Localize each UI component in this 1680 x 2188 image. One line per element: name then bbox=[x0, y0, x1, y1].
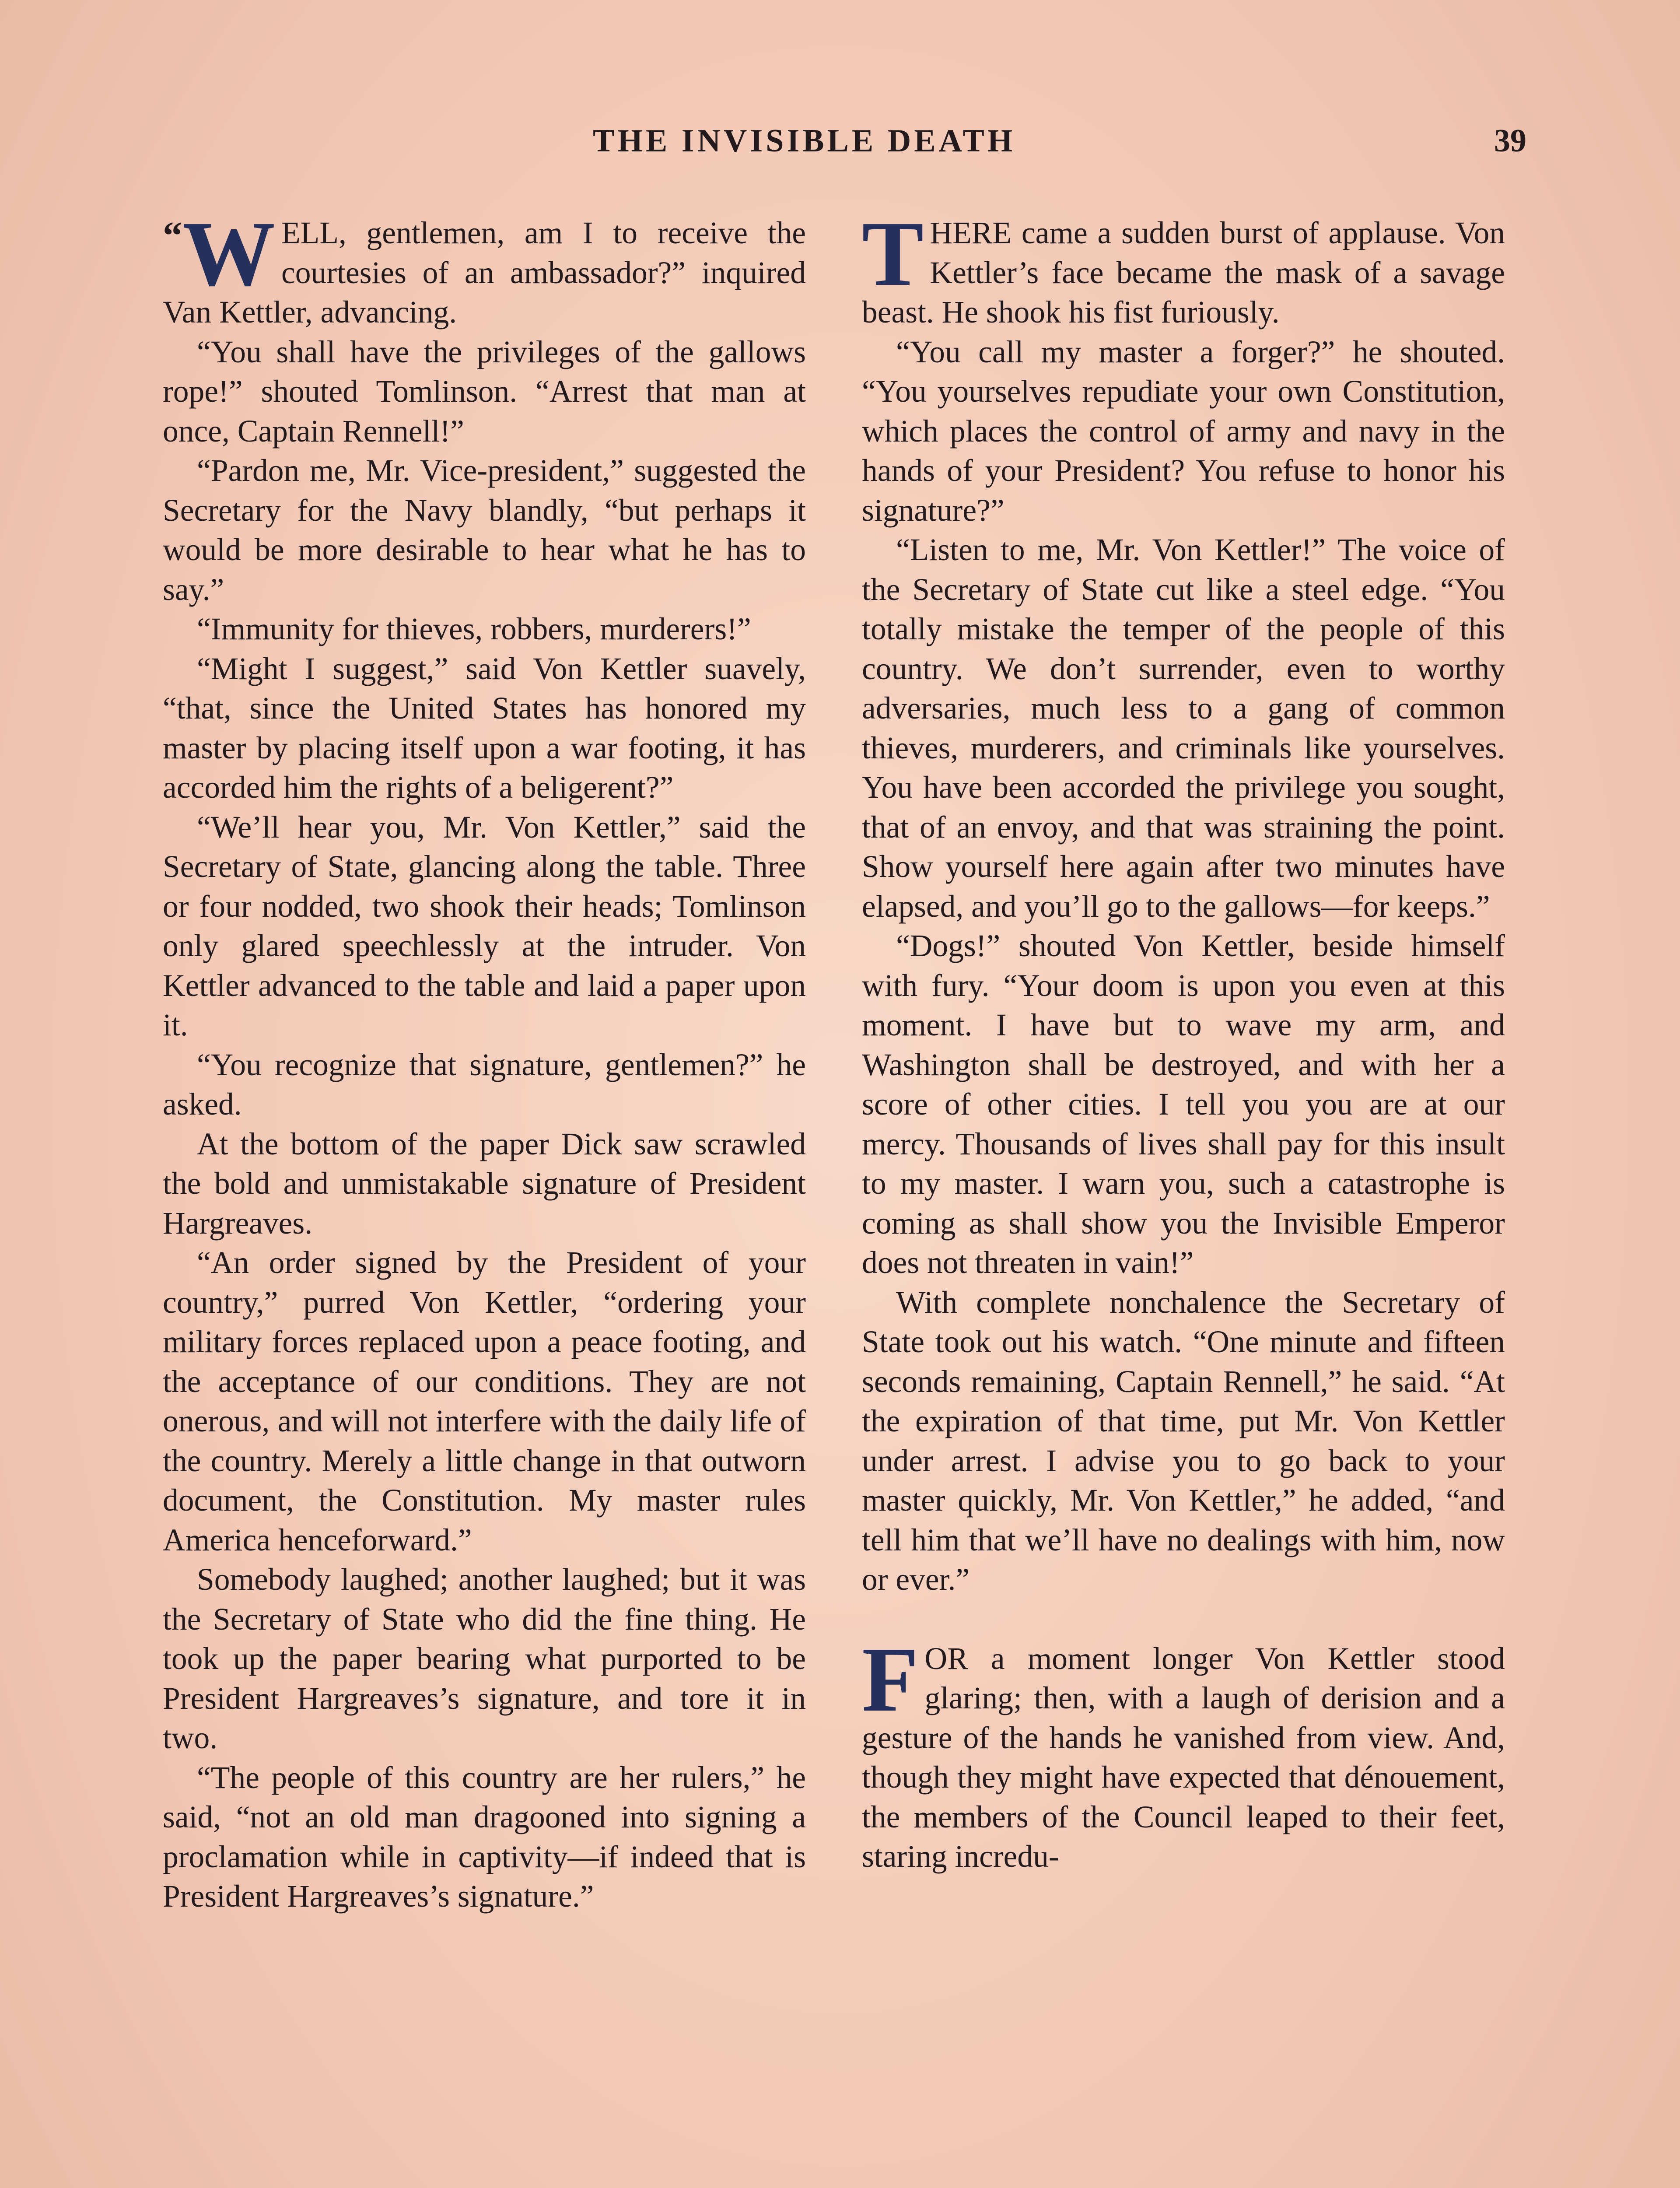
paragraph-text: ELL, gentlemen, am I to receive the courtesies of an ambassador?” inquired Van Kettler, advancing. bbox=[163, 216, 806, 330]
paragraph bbox=[862, 202, 1505, 333]
left-column bbox=[163, 202, 806, 1917]
paragraph bbox=[163, 202, 806, 333]
paragraph: “We’ll hear you, Mr. Von Kettler,” said the Secretary of State, glancing along the table. Three or four nodded, two shook their heads; Tomlinson only glared speechlessly at the intruder. Von Kettler advanced to the table and laid a paper upon it. bbox=[163, 810, 806, 1042]
paragraph: At the bottom of the paper Dick saw scrawled the bold and unmistakable signature of President Hargreaves. bbox=[163, 1126, 806, 1241]
paragraph: “You recognize that signature, gentlemen?” he asked. bbox=[163, 1047, 806, 1122]
paragraph-text: OR a moment longer Von Kettler stood glaring; then, with a laugh of derision and a gesture of the hands he vanished from view. And, though they might have expected that dénouement, the members of the Council leaped to their feet, staring incredu- bbox=[862, 1641, 1505, 1874]
page-number: 39 bbox=[1494, 123, 1526, 159]
drop-cap-quote: “ bbox=[163, 214, 182, 257]
paragraph bbox=[862, 1627, 1505, 1877]
paragraph: “Immunity for thieves, robbers, murderers!” bbox=[197, 612, 751, 646]
drop-cap-letter: W bbox=[182, 202, 275, 305]
paragraph-text: HERE came a sudden burst of applause. Von Kettler’s face became the mask of a savage beast. He shook his fist furiously. bbox=[862, 216, 1505, 330]
paragraph: With complete nonchalence the Secretary of State took out his watch. “One minute and fifteen seconds remaining, Captain Rennell,” he said. “At the expiration of that time, put Mr. Von Kettler under arrest. I advise you to go back to your master quickly, Mr. Von Kettler,” he added, “and tell him that we’ll have no dealings with him, now or ever.” bbox=[862, 1285, 1505, 1597]
paragraph: Somebody laughed; another laughed; but it was the Secretary of State who did the fine thing. He took up the paper bearing what purported to be President Hargreaves’s signature, and tore it in two. bbox=[163, 1562, 806, 1755]
drop-cap: F bbox=[862, 1627, 919, 1731]
paragraph: “You shall have the privileges of the gallows rope!” shouted Tomlinson. “Arrest that man at once, Captain Rennell!” bbox=[163, 334, 806, 449]
drop-cap: T bbox=[862, 202, 924, 305]
paragraph: “The people of this country are her rulers,” he said, “not an old man dragooned into signing a proclamation while in captivity—if indeed that is President Hargreaves’s signature.” bbox=[163, 1760, 806, 1914]
paragraph: “Dogs!” shouted Von Kettler, beside himself with fury. “Your doom is upon you even at this moment. I have but to wave my arm, and Washington shall be destroyed, and with her a score of other cities. I tell you you are at our mercy. Thousands of lives shall pay for this insult to my master. I warn you, such a catastrophe is coming as shall show you the Invisible Emperor does not threaten in vain!” bbox=[862, 929, 1505, 1280]
paragraph: “Might I suggest,” said Von Kettler suavely, “that, since the United States has honored my master by placing itself upon a war footing, it has accorded him the rights of a beligerent?” bbox=[163, 651, 806, 805]
drop-cap bbox=[163, 202, 275, 305]
paragraph: “An order signed by the President of your country,” purred Von Kettler, “ordering your military forces replaced upon a peace footing, and the acceptance of our conditions. They are not onerous, and will not interfere with the daily life of the country. Merely a little change in that outworn document, the Constitution. My master rules America henceforward.” bbox=[163, 1245, 806, 1557]
paragraph: “You call my master a forger?” he shouted. “You yourselves repudiate your own Constitution, which places the control of army and navy in the hands of your President? You refuse to honor his signature?” bbox=[862, 334, 1505, 528]
paragraph: “Listen to me, Mr. Von Kettler!” The voice of the Secretary of State cut like a steel edge. “You totally mistake the temper of the people of this country. We don’t surrender, even to worthy adversaries, much less to a gang of common thieves, murderers, and criminals like yourselves. You have been accorded the privilege you sought, that of an envoy, and that was straining the point. Show yourself here again after two minutes have elapsed, and you’ll go to the gallows—for keeps.” bbox=[862, 533, 1505, 924]
running-header: THE INVISIBLE DEATH bbox=[593, 123, 1016, 159]
paragraph: “Pardon me, Mr. Vice-president,” suggested the Secretary for the Navy blandly, “but perhaps it would be more desirable to hear what he has to say.” bbox=[163, 453, 806, 607]
right-column bbox=[862, 202, 1505, 1877]
